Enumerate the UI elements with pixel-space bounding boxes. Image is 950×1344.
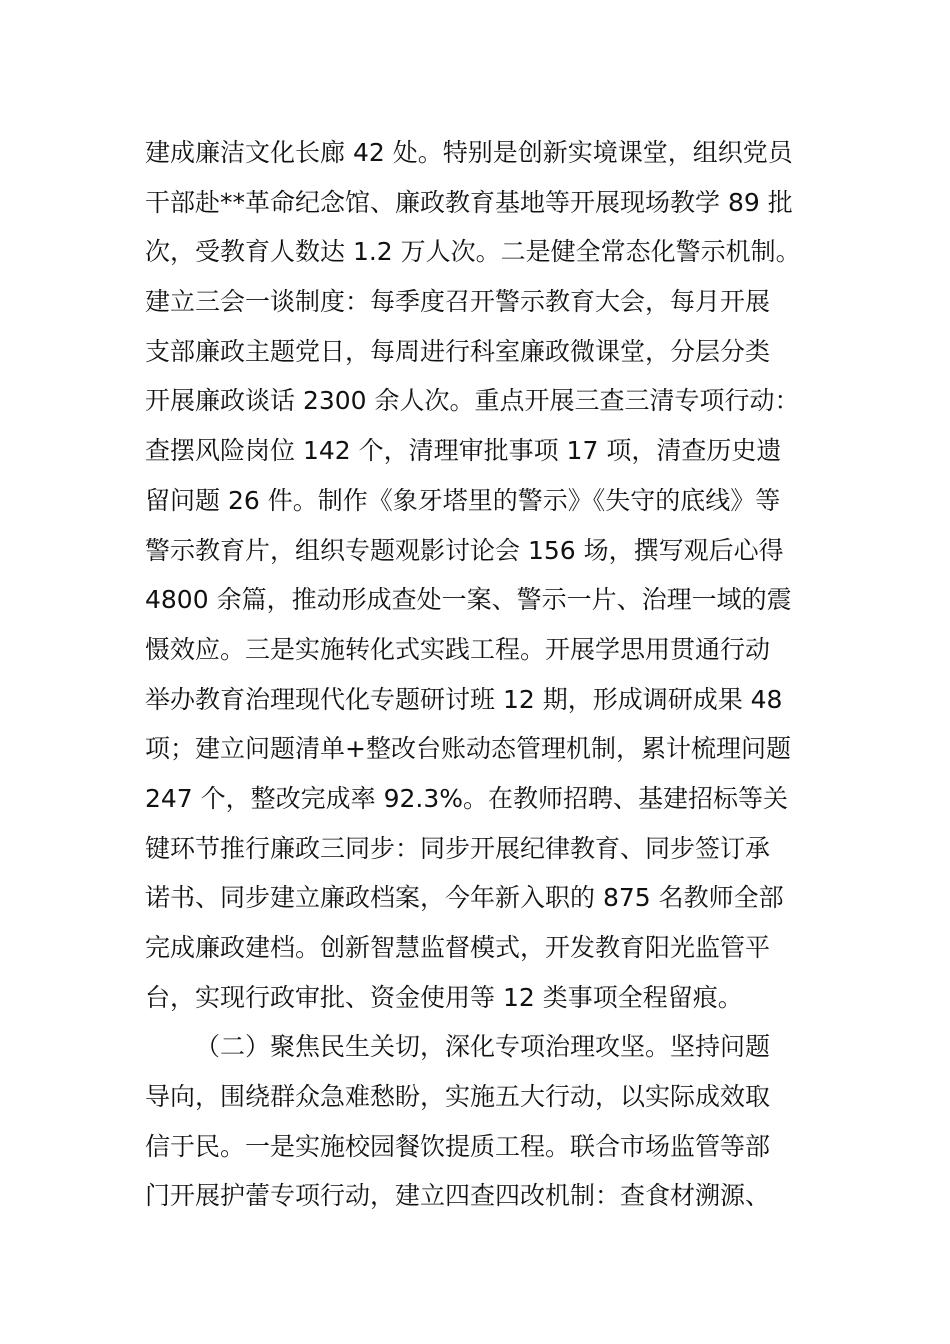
text-line-11: 慑效应。三是实施转化式实践工程。开展学思用贯通行动 bbox=[145, 634, 771, 664]
text-line-1: 建成廉洁文化长廊 42 处。特别是创新实境课堂，组织党员 bbox=[145, 138, 793, 167]
text-line-3: 次，受教育人数达 1.2 万人次。二是健全常态化警示机制。 bbox=[145, 237, 801, 267]
text-line-2: 干部赴**革命纪念馆、廉政教育基地等开展现场教学 89 批 bbox=[145, 187, 793, 217]
text-line-9: 警示教育片，组织专题观影讨论会 156 场，撰写观后心得 bbox=[145, 535, 784, 565]
text-line-21: 信于民。一是实施校园餐饮提质工程。联合市场监管等部 bbox=[145, 1131, 771, 1161]
text-line-8: 留问题 26 件。制作《象牙塔里的警示》《失守的底线》等 bbox=[145, 485, 781, 515]
text-line-15: 键环节推行廉政三同步：同步开展纪律教育、同步签订承 bbox=[145, 833, 771, 863]
text-line-10: 4800 余篇，推动形成查处一案、警示一片、治理一域的震 bbox=[145, 585, 792, 615]
text-line-22: 门开展护蕾专项行动，建立四查四改机制：查食材溯源、 bbox=[145, 1181, 771, 1211]
text-line-18: 台，实现行政审批、资金使用等 12 类事项全程留痕。 bbox=[145, 982, 743, 1012]
text-line-17: 完成廉政建档。创新智慧监督模式，开发教育阳光监管平 bbox=[145, 933, 771, 962]
text-line-5: 支部廉政主题党日，每周进行科室廉政微课堂，分层分类 bbox=[145, 336, 771, 366]
text-line-13: 项；建立问题清单+整改台账动态管理机制，累计梳理问题 bbox=[145, 734, 791, 764]
section-heading-line: （二）聚焦民生关切，深化专项治理攻坚。坚持问题 bbox=[195, 1032, 771, 1062]
text-line-12: 举办教育治理现代化专题研讨班 12 期，形成调研成果 48 bbox=[145, 684, 783, 714]
document-body bbox=[145, 128, 825, 1221]
text-line-7: 查摆风险岗位 142 个，清理审批事项 17 项，清查历史遗 bbox=[145, 436, 782, 466]
text-line-20: 导向，围绕群众急难愁盼，实施五大行动，以实际成效取 bbox=[145, 1082, 771, 1112]
text-line-4: 建立三会一谈制度：每季度召开警示教育大会，每月开展 bbox=[145, 287, 771, 317]
text-line-6: 开展廉政谈话 2300 余人次。重点开展三查三清专项行动： bbox=[145, 386, 800, 416]
text-line-14: 247 个，整改完成率 92.3%。在教师招聘、基建招标等关 bbox=[145, 783, 789, 813]
text-line-16: 诺书、同步建立廉政档案，今年新入职的 875 名教师全部 bbox=[145, 883, 784, 913]
